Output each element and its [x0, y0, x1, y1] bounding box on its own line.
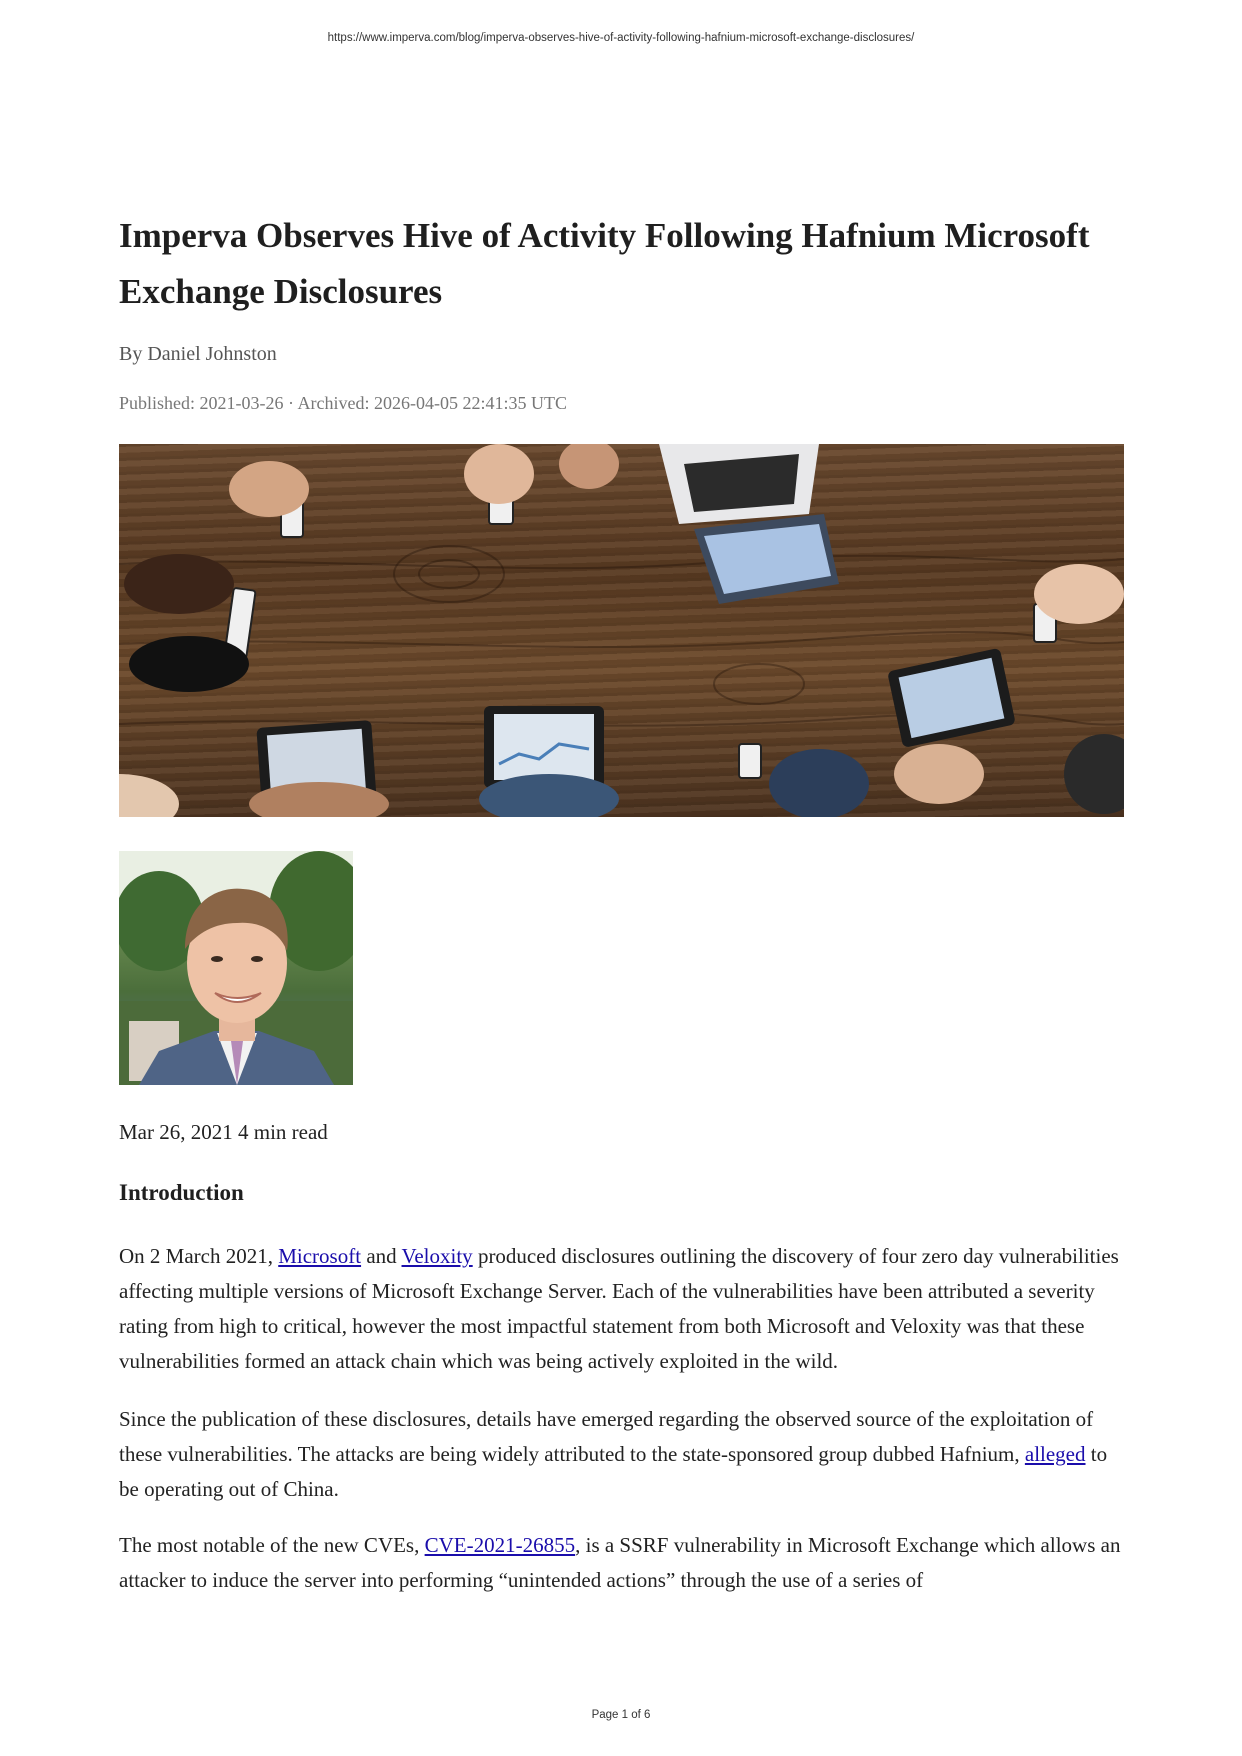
- author-avatar: [119, 851, 353, 1085]
- paragraph-1: [119, 1239, 1124, 1379]
- cve-link[interactable]: CVE-2021-26855: [424, 1533, 576, 1557]
- paragraph-1-text-b: and: [361, 1244, 402, 1268]
- paragraph-3-text-a: The most notable of the new CVEs,: [119, 1533, 425, 1557]
- paragraph-2-text-b: to be operating out of China.: [119, 1442, 1108, 1501]
- paragraph-2: [119, 1402, 1124, 1507]
- post-date-read-time: Mar 26, 2021 4 min read: [119, 1120, 328, 1144]
- veloxity-link[interactable]: Veloxity: [401, 1244, 473, 1268]
- paragraph-3: [119, 1528, 1124, 1598]
- hero-image: [119, 444, 1124, 817]
- microsoft-link[interactable]: Microsoft: [278, 1244, 362, 1268]
- paragraph-1-text-a: On 2 March 2021,: [119, 1244, 279, 1268]
- paragraph-3-text-b: , is a SSRF vulnerability in Microsoft Exchange which allows an attacker to induce the server into performing “unintended actions” through the use of a series of: [119, 1533, 1121, 1592]
- author-byline: By Daniel Johnston: [119, 343, 277, 365]
- publish-archive-meta: Published: 2021-03-26 · Archived: 2026-04-05 22:41:35 UTC: [119, 393, 567, 413]
- article-title-line-2: Exchange Disclosures: [119, 272, 443, 311]
- article-title-line-1: Imperva Observes Hive of Activity Following Hafnium Microsoft: [119, 216, 1090, 255]
- paragraph-2-text-a: Since the publication of these disclosures, details have emerged regarding the observed source of the exploitation of these vulnerabilities. The attacks are being widely attributed to the state-sponsored group dubbed Hafnium,: [119, 1407, 1094, 1466]
- paragraph-1-text-c: produced disclosures outlining the discovery of four zero day vulnerabilities affecting multiple versions of Microsoft Exchange Server. Each of the vulnerabilities have been attributed a severity rating from high to critical, however the most impactful statement from both Microsoft and Veloxity was that these vulnerabilities formed an attack chain which was being actively exploited in the wild.: [119, 1244, 1119, 1373]
- section-heading-introduction: Introduction: [119, 1180, 244, 1205]
- page-url-header: https://www.imperva.com/blog/imperva-observes-hive-of-activity-following-hafnium-microsoft-exchange-disclosures/: [327, 32, 915, 44]
- page-number-footer: Page 1 of 6: [591, 1709, 651, 1721]
- article-title: [119, 208, 1124, 320]
- alleged-link[interactable]: alleged: [1024, 1442, 1086, 1466]
